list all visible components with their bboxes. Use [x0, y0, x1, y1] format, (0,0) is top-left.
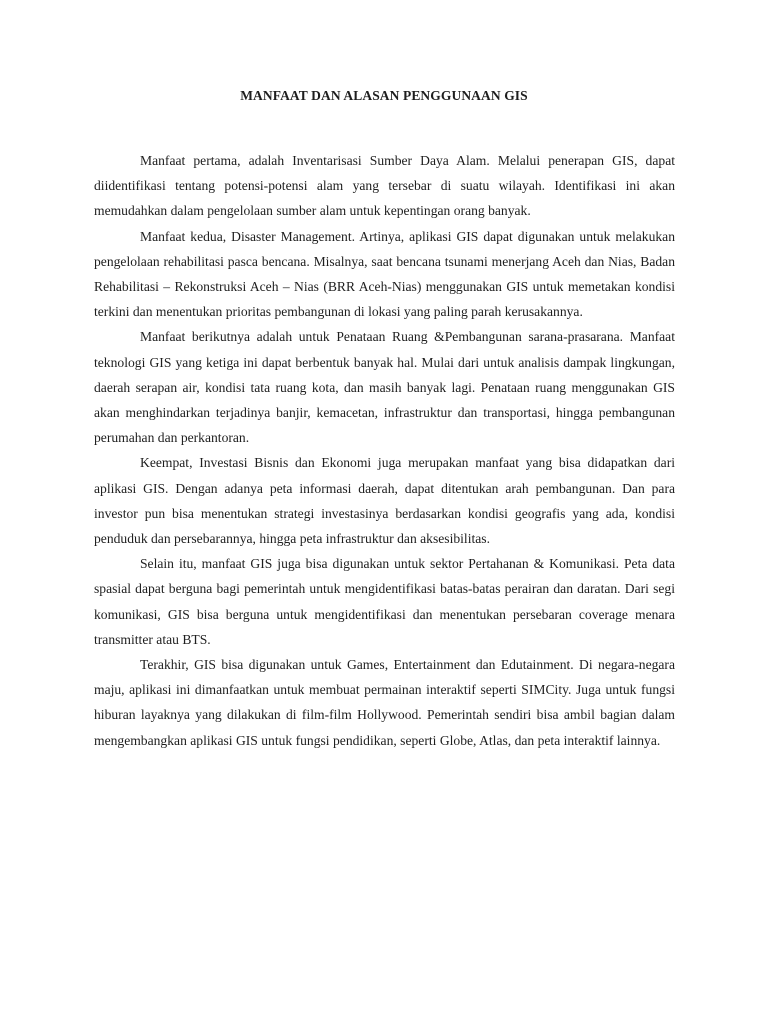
document-body	[94, 148, 675, 753]
paragraph-disaster-management: Manfaat kedua, Disaster Management. Artinya, aplikasi GIS dapat digunakan untuk melakukan pengelolaan rehabilitasi pasca bencana. Misalnya, saat bencana tsunami menerjang Aceh dan Nias, Badan Rehabilitasi – Rekonstruksi Aceh – Nias (BRR Aceh-Nias) menggunakan GIS untuk memetakan kondisi terkini dan menentukan prioritas pembangunan di lokasi yang paling parah kerusakannya.	[94, 228, 675, 320]
paragraph-inventarisasi: Manfaat pertama, adalah Inventarisasi Sumber Daya Alam. Melalui penerapan GIS, dapat diidentifikasi tentang potensi-potensi alam yang tersebar di suatu wilayah. Identifikasi ini akan memudahkan dalam pengelolaan sumber alam untuk kepentingan orang banyak.	[94, 153, 675, 219]
document-title: MANFAAT DAN ALASAN PENGGUNAAN GIS	[240, 88, 528, 103]
paragraph-penataan-ruang: Manfaat berikutnya adalah untuk Penataan Ruang &Pembangunan sarana-prasarana. Manfaat teknologi GIS yang ketiga ini dapat berbentuk banyak hal. Mulai dari untuk analisis dampak lingkungan, daerah serapan air, kondisi tata ruang kota, dan masih banyak lagi. Penataan ruang menggunakan GIS akan menghindarkan terjadinya banjir, kemacetan, infrastruktur dan transportasi, hingga pembangunan perumahan dan perkantoran.	[94, 329, 675, 446]
paragraph-investasi: Keempat, Investasi Bisnis dan Ekonomi juga merupakan manfaat yang bisa didapatkan dari aplikasi GIS. Dengan adanya peta informasi daerah, dapat ditentukan arah pembangunan. Dan para investor pun bisa menentukan strategi investasinya berdasarkan kondisi geografis yang ada, kondisi penduduk dan persebarannya, hingga peta infrastruktur dan aksesibilitas.	[94, 455, 675, 547]
paragraph-pertahanan-komunikasi: Selain itu, manfaat GIS juga bisa digunakan untuk sektor Pertahanan & Komunikasi. Peta data spasial dapat berguna bagi pemerintah untuk mengidentifikasi batas-batas perairan dan daratan. Dari segi komunikasi, GIS bisa berguna untuk mengidentifikasi dan menentukan persebaran coverage menara transmitter atau BTS.	[94, 556, 675, 647]
paragraph-games-entertainment: Terakhir, GIS bisa digunakan untuk Games, Entertainment dan Edutainment. Di negara-negara maju, aplikasi ini dimanfaatkan untuk membuat permainan interaktif seperti SIMCity. Juga untuk fungsi hiburan layaknya yang dilakukan di film-film Hollywood. Pemerintah sendiri bisa ambil bagian dalam mengembangkan aplikasi GIS untuk fungsi pendidikan, seperti Globe, Atlas, dan peta interaktif lainnya.	[94, 657, 675, 748]
